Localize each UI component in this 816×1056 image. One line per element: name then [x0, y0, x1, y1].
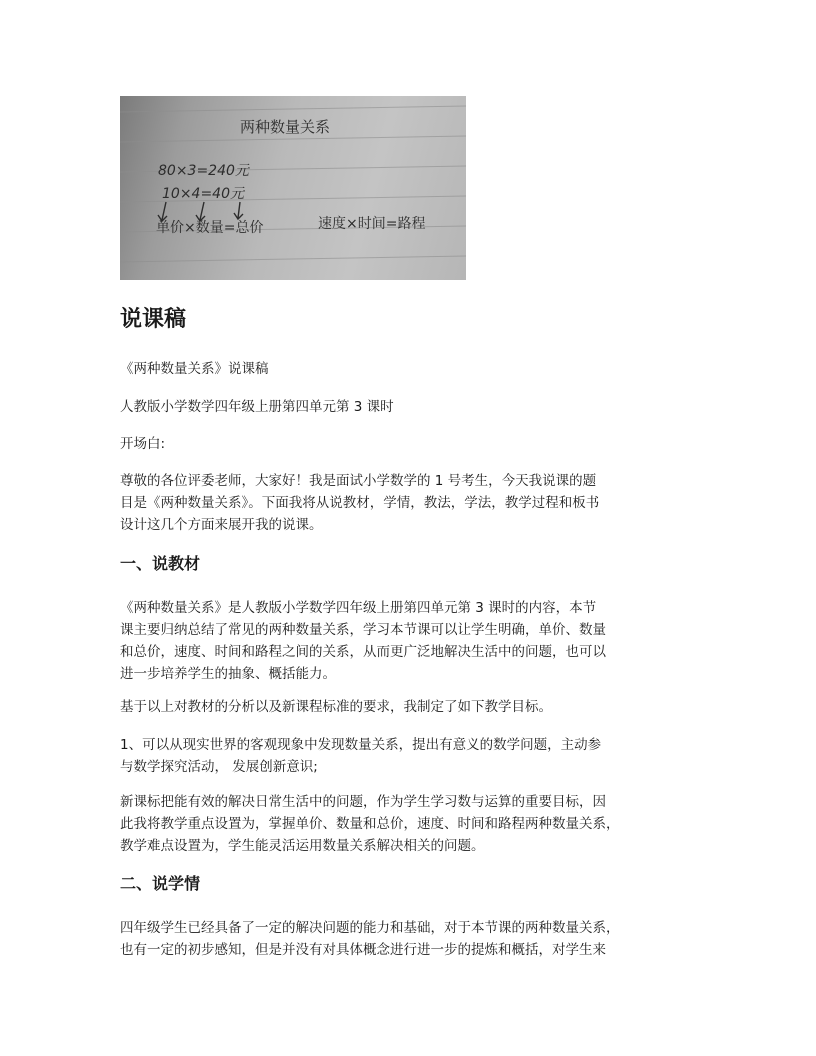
handwritten-notes-photo — [120, 96, 466, 280]
hw-line2: 10×4=40元 — [162, 186, 244, 202]
key-points-line: 教学难点设置为，学生能灵活运用数量关系解决相关的问题。 — [120, 838, 485, 854]
page-title: 说课稿 — [120, 307, 187, 332]
notebook-drawing — [120, 96, 466, 280]
section-heading-textbook: 一、说教材 — [120, 554, 201, 573]
textbook-paragraph-line: 《两种数量关系》是人教版小学数学四年级上册第四单元第 3 课时的内容，本节 — [120, 600, 597, 616]
textbook-paragraph-line: 课主要归纳总结了常见的两种数量关系，学习本节课可以让学生明确，单价、数量 — [120, 622, 606, 638]
section-heading-students: 二、说学情 — [120, 874, 201, 893]
objective-1-line: 1、可以从现实世界的客观现象中发现数量关系，提出有意义的数学问题，主动参 — [120, 737, 602, 753]
hw-line1: 80×3=240元 — [158, 163, 249, 179]
opening-paragraph-line: 尊敬的各位评委老师，大家好！我是面试小学数学的 1 号考生，今天我说课的题 — [120, 473, 597, 489]
key-points-line: 此我将教学重点设置为，掌握单价、数量和总价，速度、时间和路程两种数量关系， — [120, 816, 620, 832]
hw-formula-left: 单价×数量=总价 — [156, 220, 264, 236]
students-paragraph-line: 四年级学生已经具备了一定的解决问题的能力和基础，对于本节课的两种数量关系， — [120, 920, 620, 936]
textbook-paragraph-line: 进一步培养学生的抽象、概括能力。 — [120, 666, 336, 682]
students-paragraph-line: 也有一定的初步感知，但是并没有对具体概念进行进一步的提炼和概括，对学生来 — [120, 942, 606, 958]
objectives-intro-line: 基于以上对教材的分析以及新课程标准的要求，我制定了如下教学目标。 — [120, 699, 552, 715]
doc-meta-line: 人教版小学数学四年级上册第四单元第 3 课时 — [120, 399, 394, 415]
hw-formula-right: 速度×时间=路程 — [318, 216, 426, 232]
opening-label: 开场白: — [120, 436, 166, 452]
textbook-paragraph-line: 和总价，速度、时间和路程之间的关系，从而更广泛地解决生活中的问题，也可以 — [120, 644, 606, 660]
key-points-line: 新课标把能有效的解决日常生活中的问题，作为学生学习数与运算的重要目标，因 — [120, 794, 606, 810]
doc-title-line: 《两种数量关系》说课稿 — [120, 361, 269, 377]
hw-title: 两种数量关系 — [240, 118, 331, 136]
opening-paragraph-line: 设计这几个方面来展开我的说课。 — [120, 517, 323, 533]
objective-1-line: 与数学探究活动， 发展创新意识; — [120, 759, 318, 775]
opening-paragraph-line: 目是《两种数量关系》。下面我将从说教材，学情，教法，学法，教学过程和板书 — [120, 495, 600, 511]
